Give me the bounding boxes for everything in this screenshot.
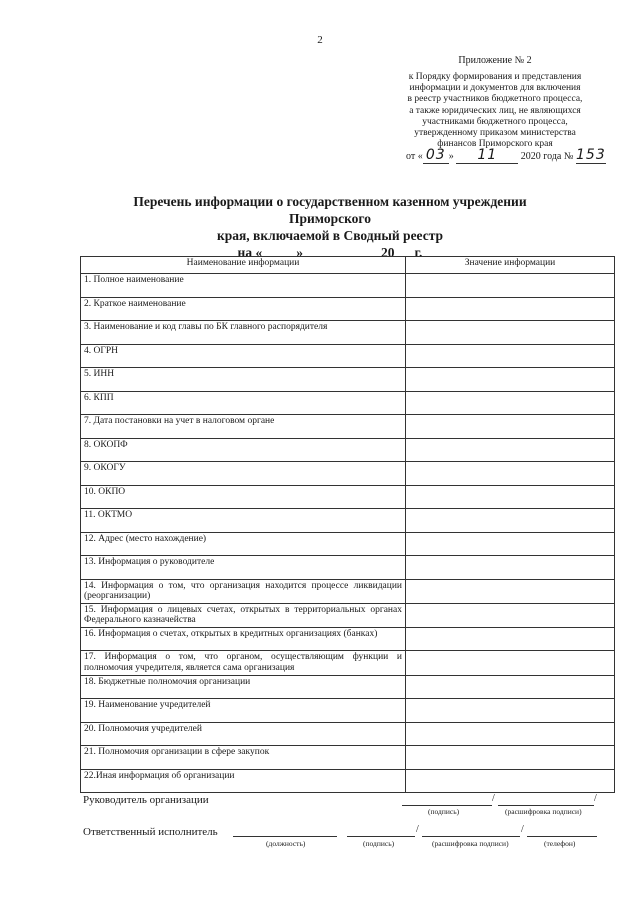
table-row [81, 746, 615, 770]
info-value-cell[interactable] [406, 722, 615, 746]
info-value-cell[interactable] [406, 651, 615, 675]
info-name-cell: 8. ОКОПФ [81, 438, 406, 462]
table-row [81, 297, 615, 321]
date-year: 2020 года № [520, 151, 574, 162]
table-row [81, 532, 615, 556]
info-value-cell[interactable] [406, 532, 615, 556]
executor-label: Ответственный исполнитель [83, 826, 218, 838]
info-name-cell: 7. Дата постановки на учет в налоговом органе [81, 415, 406, 439]
info-value-cell[interactable] [406, 344, 615, 368]
info-value-cell[interactable] [406, 746, 615, 770]
table-row [81, 603, 615, 627]
info-value-cell[interactable] [406, 438, 615, 462]
head-slash-1: / [492, 793, 495, 804]
head-caption-decoding: (расшифровка подписи) [505, 807, 582, 816]
information-table [80, 256, 615, 793]
info-value-cell[interactable] [406, 391, 615, 415]
info-name-cell: 18. Бюджетные полномочия организации [81, 675, 406, 699]
appendix-line: участниками бюджетного процесса, [422, 116, 568, 127]
appendix-line: в реестр участников бюджетного процесса, [407, 94, 583, 105]
info-name-cell: 1. Полное наименование [81, 274, 406, 298]
title-date-mid: » [296, 245, 303, 260]
info-name-cell: 3. Наименование и код главы по БК главного распорядителя [81, 321, 406, 345]
table-row [81, 769, 615, 793]
executor-caption-phone: (телефон) [544, 839, 576, 848]
table-row [81, 556, 615, 580]
info-value-cell[interactable] [406, 368, 615, 392]
info-value-cell[interactable] [406, 509, 615, 533]
appendix-line: утвержденному приказом министерства [414, 128, 576, 139]
head-decoding-line [498, 805, 594, 806]
info-name-cell: 5. ИНН [81, 368, 406, 392]
executor-slash-2: / [521, 824, 524, 835]
header-info-value: Значение информации [406, 257, 615, 274]
table-row [81, 675, 615, 699]
table-row [81, 321, 615, 345]
info-name-cell: 20. Полномочия учредителей [81, 722, 406, 746]
title-year: 20 [380, 245, 395, 260]
info-name-cell: 10. ОКПО [81, 485, 406, 509]
table-row [81, 368, 615, 392]
info-value-cell[interactable] [406, 627, 615, 651]
table-row [81, 462, 615, 486]
date-month-handwritten: 11 [456, 147, 518, 164]
info-name-cell: 11. ОКТМО [81, 509, 406, 533]
head-label: Руководитель организации [83, 794, 209, 806]
title-line-2: края, включаемой в Сводный реестр [216, 228, 444, 243]
table-row [81, 651, 615, 675]
info-name-cell: 12. Адрес (место нахождение) [81, 532, 406, 556]
info-value-cell[interactable] [406, 415, 615, 439]
info-value-cell[interactable] [406, 675, 615, 699]
info-name-cell: 13. Информация о руководителе [81, 556, 406, 580]
info-value-cell[interactable] [406, 556, 615, 580]
title-suffix: г. [414, 245, 423, 260]
executor-signature-line [347, 836, 415, 837]
executor-slash-1: / [416, 824, 419, 835]
info-name-cell: 2. Краткое наименование [81, 297, 406, 321]
info-name-cell: 6. КПП [81, 391, 406, 415]
head-caption-signature: (подпись) [428, 807, 460, 816]
info-value-cell[interactable] [406, 579, 615, 603]
executor-caption-position: (должность) [266, 839, 306, 848]
table-header-row [81, 257, 615, 274]
info-value-cell[interactable] [406, 274, 615, 298]
table-row [81, 438, 615, 462]
executor-position-line [233, 836, 337, 837]
date-mid: » [448, 151, 454, 162]
head-signature-line [402, 805, 492, 806]
info-name-cell: 15. Информация о лицевых счетах, открытых в территориальных органах Федерального казначейства [81, 603, 406, 627]
title-date-prefix: на « [237, 245, 263, 260]
executor-decoding-line [422, 836, 520, 837]
info-name-cell: 4. ОГРН [81, 344, 406, 368]
info-value-cell[interactable] [406, 297, 615, 321]
table-row [81, 274, 615, 298]
info-name-cell: 22.Иная информация об организации [81, 769, 406, 793]
info-value-cell[interactable] [406, 769, 615, 793]
info-name-cell: 19. Наименование учредителей [81, 699, 406, 723]
info-name-cell: 16. Информация о счетах, открытых в кредитных организациях (банках) [81, 627, 406, 651]
info-value-cell[interactable] [406, 485, 615, 509]
info-value-cell[interactable] [406, 321, 615, 345]
table-row [81, 391, 615, 415]
title-line-1: Перечень информации о государственном казенном учреждении Приморского [133, 194, 527, 226]
table-row [81, 344, 615, 368]
appendix-line: к Порядку формирования и представления [408, 72, 582, 82]
info-value-cell[interactable] [406, 603, 615, 627]
info-name-cell: 17. Информация о том, что органом, осуществляющим функции и полномочия учредителя, является сама организация [81, 651, 406, 675]
appendix-text [395, 72, 595, 150]
table-row [81, 485, 615, 509]
header-info-name: Наименование информации [81, 257, 406, 274]
order-number-handwritten: 153 [576, 147, 606, 163]
info-value-cell[interactable] [406, 462, 615, 486]
table-row [81, 722, 615, 746]
head-slash-2: / [594, 793, 597, 804]
appendix-date [406, 147, 606, 164]
executor-caption-signature: (подпись) [363, 839, 395, 848]
appendix-line: а также юридических лиц, не являющихся [409, 105, 581, 116]
table-row [81, 627, 615, 651]
table-body [81, 274, 615, 793]
table-row [81, 509, 615, 533]
info-name-cell: 9. ОКОГУ [81, 462, 406, 486]
info-name-cell: 21. Полномочия организации в сфере закупок [81, 746, 406, 770]
executor-caption-decoding: (расшифровка подписи) [432, 839, 509, 848]
info-value-cell[interactable] [406, 699, 615, 723]
page-number: 2 [317, 34, 323, 46]
appendix-line: информации и документов для включения [409, 83, 581, 94]
document-title [100, 193, 560, 261]
date-prefix: от « [406, 151, 423, 162]
table-row [81, 699, 615, 723]
table-row [81, 579, 615, 603]
appendix-title: Приложение № 2 [458, 55, 532, 66]
table-row [81, 415, 615, 439]
date-day-handwritten: 03 [423, 147, 449, 164]
appendix-line: финансов Приморского края [437, 139, 553, 150]
info-name-cell: 14. Информация о том, что организация находится процессе ликвидации (реорганизации) [81, 579, 406, 603]
executor-phone-line [527, 836, 597, 837]
